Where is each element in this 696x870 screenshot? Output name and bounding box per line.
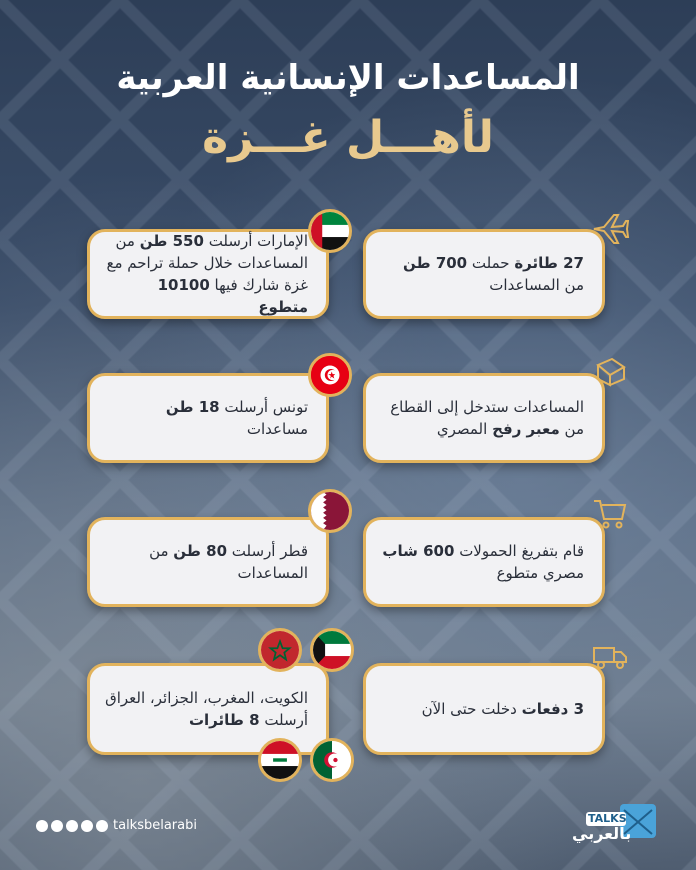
algeria-flag-icon	[310, 738, 354, 782]
card-text: من المساعدات خلال حملة تراحم مع غزة شارك فيها	[106, 232, 308, 294]
talks-logo	[568, 800, 660, 846]
card-highlight: 8 طائرات	[188, 711, 260, 729]
card-text: تونس أرسلت	[219, 398, 308, 416]
title-line-2: لأهـــل غـــزة	[202, 112, 494, 163]
morocco-flag-icon	[258, 628, 302, 672]
title-line-1: المساعدات الإنسانية العربية	[116, 58, 580, 98]
card-text: قام بتفريغ الحمولات	[454, 542, 584, 560]
card-text: المصري	[436, 420, 493, 438]
kuwait-flag-icon	[310, 628, 354, 672]
tunisia-flag-icon	[308, 353, 352, 397]
card-text: الإمارات أرسلت	[203, 232, 308, 250]
card-qatar	[87, 517, 329, 607]
iraq-flag-icon	[258, 738, 302, 782]
social-handle[interactable]	[36, 818, 197, 833]
card-highlight: 18 طن	[165, 398, 220, 416]
logo-talks-text: TALKS	[588, 812, 627, 825]
card-text: مساعدات	[246, 420, 308, 438]
card-highlight: 3 دفعات	[521, 700, 584, 718]
card-highlight: 10100 متطوع	[157, 276, 308, 316]
uae-flag-icon	[308, 209, 352, 253]
card-highlight: 80 طن	[173, 542, 228, 560]
telegram-icon[interactable]	[66, 820, 78, 832]
card-rafah	[363, 373, 605, 463]
cart-icon	[588, 491, 632, 535]
card-text: مصري متطوع	[496, 564, 584, 582]
box-icon	[588, 349, 632, 393]
facebook-icon[interactable]	[36, 820, 48, 832]
card-uae	[87, 229, 329, 319]
card-highlight: 27 طائرة	[514, 254, 584, 272]
logo-arabic-text: بالعربي	[572, 824, 632, 843]
plane-icon	[588, 205, 632, 249]
card-tunisia	[87, 373, 329, 463]
card-highlight: معبر رفح	[492, 420, 560, 438]
card-text: دخلت حتى الآن	[421, 700, 522, 718]
youtube-icon[interactable]	[81, 820, 93, 832]
card-text: من المساعدات	[149, 542, 308, 582]
card-highlight: 550 طن	[139, 232, 204, 250]
card-text: من المساعدات	[489, 276, 584, 294]
instagram-icon[interactable]	[51, 820, 63, 832]
card-text: حملت	[467, 254, 515, 272]
card-planes	[363, 229, 605, 319]
handle-text: talksbelarabi	[113, 818, 197, 833]
card-text: قطر أرسلت	[227, 542, 308, 560]
card-batches	[363, 663, 605, 755]
card-highlight: 600 شاب	[382, 542, 455, 560]
card-text: المساعدات ستدخل إلى القطاع من	[390, 398, 584, 438]
truck-icon	[588, 634, 632, 678]
card-highlight: 700 طن	[402, 254, 468, 272]
at-icon[interactable]	[96, 820, 108, 832]
qatar-flag-icon	[308, 489, 352, 533]
card-volunteers	[363, 517, 605, 607]
card-text: الكويت، المغرب، الجزائر، العراق أرسلت	[105, 689, 308, 729]
